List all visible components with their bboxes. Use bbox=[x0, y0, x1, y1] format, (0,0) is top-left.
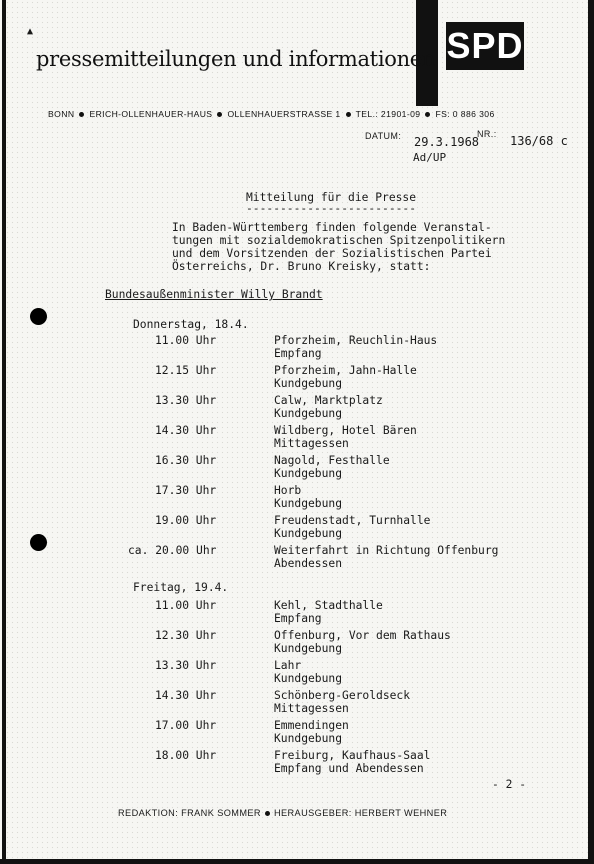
day-heading: Donnerstag, 18.4. bbox=[133, 318, 249, 331]
bullet-icon bbox=[265, 811, 270, 816]
event-time: 16.30 Uhr bbox=[155, 454, 217, 467]
scan-border-left bbox=[2, 0, 6, 864]
event-place: Freudenstadt, Turnhalle bbox=[274, 514, 431, 527]
punch-hole bbox=[30, 534, 47, 551]
footer-line bbox=[118, 808, 447, 818]
event-time: 11.00 Uhr bbox=[155, 599, 217, 612]
document-heading: Mitteilung für die Presse bbox=[246, 191, 417, 204]
event-type: Mittagessen bbox=[274, 437, 349, 450]
event-time: 14.30 Uhr bbox=[155, 424, 217, 437]
event-place: Calw, Marktplatz bbox=[274, 394, 383, 407]
event-place: Freiburg, Kaufhaus-Saal bbox=[274, 749, 431, 762]
event-type: Kundgebung bbox=[274, 377, 343, 390]
event-type: Empfang bbox=[274, 347, 322, 360]
event-place: Emmendingen bbox=[274, 719, 349, 732]
event-time: 17.30 Uhr bbox=[155, 484, 217, 497]
nr-value: 136/68 c bbox=[510, 134, 568, 148]
footer-publisher: HERAUSGEBER: HERBERT WEHNER bbox=[273, 808, 448, 818]
address-line bbox=[48, 109, 495, 119]
scan-border-right bbox=[588, 0, 594, 864]
event-type: Kundgebung bbox=[274, 527, 343, 540]
event-place: Wildberg, Hotel Bären bbox=[274, 424, 417, 437]
event-place: Lahr bbox=[274, 659, 302, 672]
event-place: Schönberg-Geroldseck bbox=[274, 689, 411, 702]
event-type: Empfang bbox=[274, 612, 322, 625]
event-place: Nagold, Festhalle bbox=[274, 454, 390, 467]
address-telephone: TEL.: 21901-09 bbox=[355, 109, 421, 119]
event-time: 13.30 Uhr bbox=[155, 659, 217, 672]
speaker-heading: Bundesaußenminister Willy Brandt bbox=[105, 288, 323, 301]
event-place: Pforzheim, Jahn-Halle bbox=[274, 364, 417, 377]
event-place: Weiterfahrt in Richtung Offenburg bbox=[274, 544, 499, 557]
event-time: 13.30 Uhr bbox=[155, 394, 217, 407]
address-telex: FS: 0 886 306 bbox=[435, 109, 495, 119]
bullet-icon bbox=[79, 112, 84, 117]
intro-line: tungen mit sozialdemokratischen Spitzenpolitikern bbox=[172, 234, 506, 247]
event-type: Kundgebung bbox=[274, 642, 343, 655]
nr-label: NR.: bbox=[477, 129, 497, 139]
scan-border-bottom bbox=[0, 859, 594, 864]
spd-logo: SPD bbox=[446, 22, 524, 70]
event-time: 12.15 Uhr bbox=[155, 364, 217, 377]
event-type: Kundgebung bbox=[274, 467, 343, 480]
event-place: Kehl, Stadthalle bbox=[274, 599, 383, 612]
event-place: Horb bbox=[274, 484, 302, 497]
page-continuation-marker: - 2 - bbox=[492, 778, 527, 791]
event-type: Kundgebung bbox=[274, 497, 343, 510]
masthead-title: pressemitteilungen und informationen bbox=[36, 47, 436, 71]
intro-line: In Baden-Württemberg finden folgende Veranstal- bbox=[172, 221, 492, 234]
intro-line: Österreichs, Dr. Bruno Kreisky, statt: bbox=[172, 260, 431, 273]
datum-value: 29.3.1968 bbox=[414, 135, 480, 149]
heading-underline: ------------------------- bbox=[246, 202, 417, 215]
address-street: OLLENHAUERSTRASSE 1 bbox=[227, 109, 341, 119]
punch-hole bbox=[30, 308, 47, 325]
intro-line: und dem Vorsitzenden der Sozialistischen Partei bbox=[172, 247, 492, 260]
punch-mark-icon: ▲ bbox=[27, 26, 34, 37]
bullet-icon bbox=[217, 112, 222, 117]
event-type: Abendessen bbox=[274, 557, 343, 570]
event-place: Pforzheim, Reuchlin-Haus bbox=[274, 334, 438, 347]
event-time: 14.30 Uhr bbox=[155, 689, 217, 702]
initials: Ad/UP bbox=[413, 151, 447, 164]
event-time: 11.00 Uhr bbox=[155, 334, 217, 347]
event-time: 19.00 Uhr bbox=[155, 514, 217, 527]
footer-editor: REDAKTION: FRANK SOMMER bbox=[118, 808, 261, 818]
bullet-icon bbox=[346, 112, 351, 117]
datum-label: DATUM: bbox=[365, 131, 402, 141]
address-building: ERICH-OLLENHAUER-HAUS bbox=[89, 109, 213, 119]
event-place: Offenburg, Vor dem Rathaus bbox=[274, 629, 451, 642]
event-type: Kundgebung bbox=[274, 407, 343, 420]
event-type: Mittagessen bbox=[274, 702, 349, 715]
event-type: Kundgebung bbox=[274, 732, 343, 745]
bullet-icon bbox=[425, 112, 430, 117]
event-time: 18.00 Uhr bbox=[155, 749, 217, 762]
event-time: ca. 20.00 Uhr bbox=[128, 544, 217, 557]
event-time: 17.00 Uhr bbox=[155, 719, 217, 732]
event-type: Kundgebung bbox=[274, 672, 343, 685]
event-type: Empfang und Abendessen bbox=[274, 762, 424, 775]
address-city: BONN bbox=[48, 109, 75, 119]
event-time: 12.30 Uhr bbox=[155, 629, 217, 642]
day-heading: Freitag, 19.4. bbox=[133, 581, 229, 594]
